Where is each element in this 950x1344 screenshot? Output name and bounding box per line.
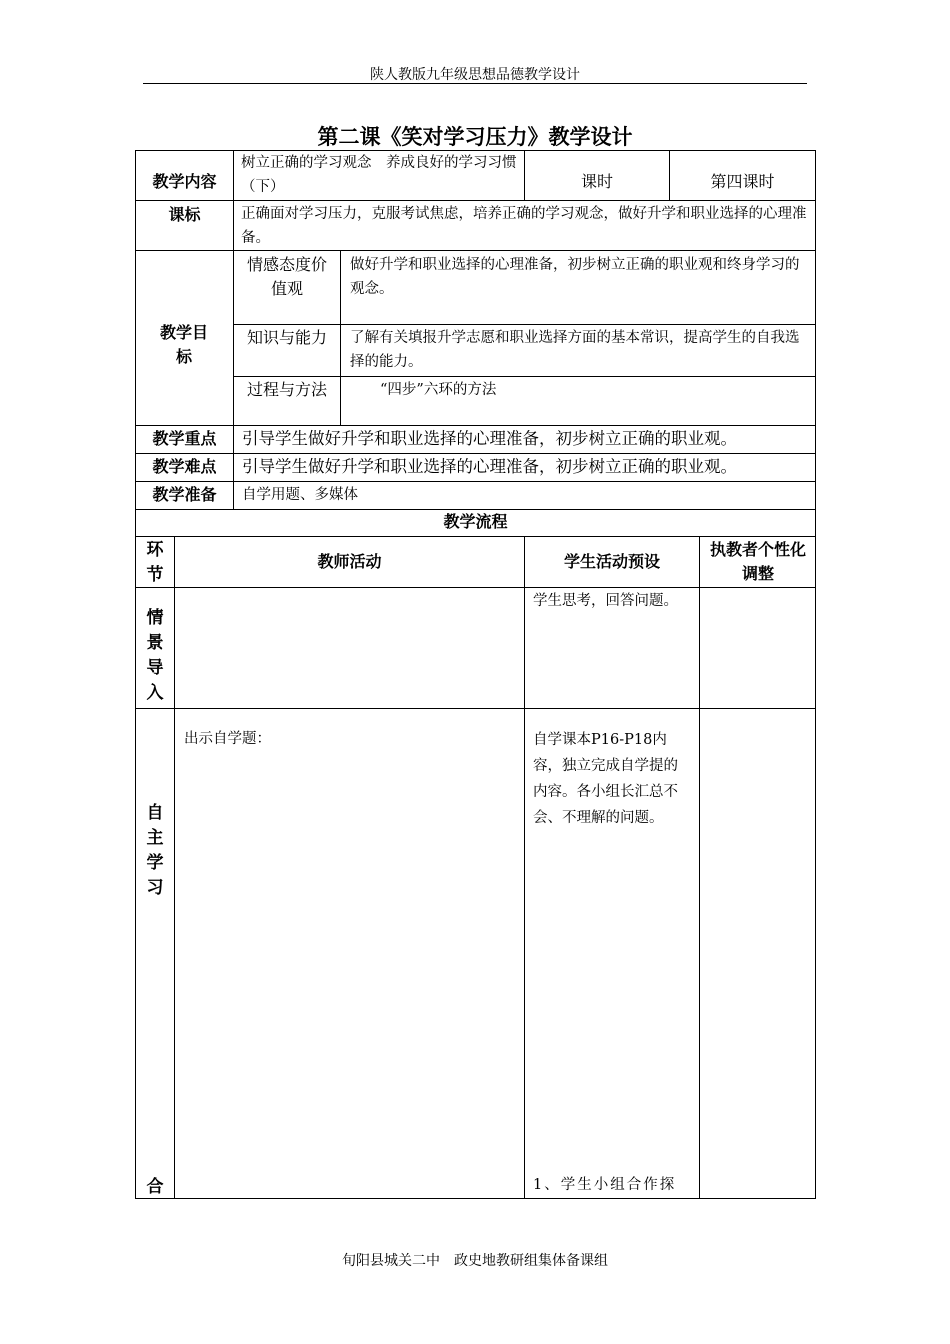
col-student-header: 学生活动预设: [563, 552, 660, 571]
page-header: 陕人教版九年级思想品德教学设计: [370, 67, 580, 83]
stage-cooperate: 合: [146, 1177, 164, 1197]
period-label: 课时: [580, 172, 613, 191]
col-stage-header: 环节: [146, 540, 164, 585]
difficulty-value: 引导学生做好升学和职业选择的心理准备，初步树立正确的职业观。: [242, 457, 737, 476]
goal-knowledge-value: 了解有关填报升学志愿和职业选择方面的基本常识，提高学生的自我选择的能力。: [350, 330, 800, 370]
goal-process-value: “四步”六环的方法: [380, 382, 497, 398]
goal-affect-value: 做好升学和职业选择的心理准备，初步树立正确的职业观和终身学习的观念。: [350, 257, 800, 297]
key-value: 引导学生做好升学和职业选择的心理准备，初步树立正确的职业观。: [242, 429, 737, 448]
header-rule: [143, 83, 807, 84]
intro-student: 学生思考，回答问题。: [533, 593, 678, 609]
standard-label: 课标: [168, 205, 201, 224]
goal-process-label: 过程与方法: [247, 380, 327, 399]
stage-self-study: 自主学习: [146, 803, 164, 898]
prep-value: 自学用题、多媒体: [242, 487, 358, 503]
cooperate-student: 1、学生小组合作探: [533, 1177, 677, 1193]
standard-value: 正确面对学习压力，克服考试焦虑，培养正确的学习观念，做好升学和职业选择的心理准备。: [241, 206, 807, 246]
goal-affect-label: 情感态度价值观: [247, 255, 327, 298]
page-title: 第二课《笑对学习压力》教学设计: [317, 125, 633, 149]
goals-label: 教学目标: [159, 323, 208, 366]
key-label: 教学重点: [152, 429, 217, 448]
content-label: 教学内容: [152, 172, 217, 191]
prep-label: 教学准备: [152, 485, 217, 504]
flow-title: 教学流程: [443, 512, 508, 531]
self-study-student: 自学课本P16-P18内容，独立完成自学提的内容。各小组长汇总不会、不理解的问题。: [533, 732, 678, 826]
self-study-teacher: 出示自学题：: [184, 731, 271, 747]
difficulty-label: 教学难点: [152, 457, 217, 476]
col-adjust-header: 执教者个性化调整: [709, 540, 806, 583]
period-value: 第四课时: [710, 172, 775, 191]
page-footer: 旬阳县城关二中 政史地教研组集体备课组: [342, 1253, 608, 1269]
col-teacher-header: 教师活动: [317, 552, 382, 571]
stage-intro: 情景导入: [146, 608, 164, 703]
content-value: 树立正确的学习观念 养成良好的学习习惯（下）: [241, 155, 517, 195]
goal-knowledge-label: 知识与能力: [247, 328, 327, 347]
